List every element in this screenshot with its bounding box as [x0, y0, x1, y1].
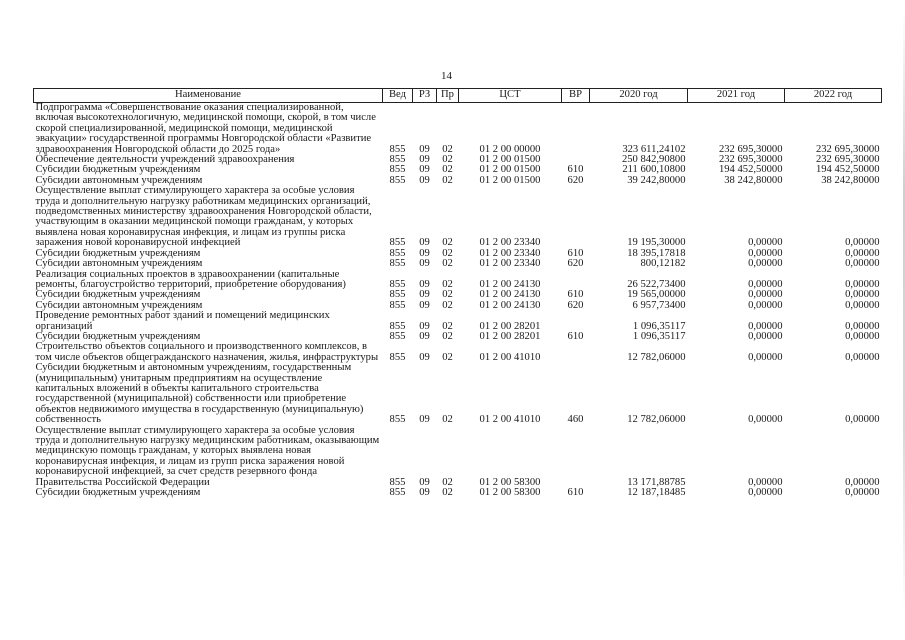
cell-2021: 232 695,30000 [718, 155, 783, 166]
cell-vr [562, 342, 590, 363]
cell-2022: 0,00000 [845, 300, 880, 311]
cell-cst: 01 2 00 23340 [479, 237, 541, 249]
cell-2020: 323 611,24102 [622, 143, 686, 155]
cell-vr [562, 155, 590, 165]
cell-2022: 0,00000 [845, 278, 880, 290]
cell-2020: 13 171,88785 [627, 476, 686, 488]
cell-ved: 855 [389, 300, 406, 311]
cell-rz: 09 [419, 165, 430, 176]
cell-rz: 09 [419, 143, 430, 155]
cell-2021: 0,00000 [748, 259, 783, 270]
header-2020: 2020 год [590, 89, 688, 103]
cell-name: Реализация социальных проектов в здравоохранении (капитальные ремонты, благоустройство территорий, приобретение оборудования) [35, 269, 346, 290]
cell-vr: 610 [567, 290, 584, 301]
cell-name: Осуществление выплат стимулирующего характера за особые условия труда и дополнительную нагрузку медицинским работникам, оказывающим медицинскую помощь гражданам, у которых выявлена новая коронавирусная инфекция, и лицам из групп риска заражения новой коронавирусной инфекцией, за счет средств резервного фонда Правительства Российской Федерации [35, 425, 380, 488]
cell-2022: 232 695,30000 [815, 155, 880, 166]
cell-2020: 1 096,35117 [632, 320, 686, 332]
table-body [34, 103, 882, 499]
cell-cst: 01 2 00 01500 [479, 165, 541, 176]
cell-name: Субсидии бюджетным учреждениям [35, 488, 201, 499]
cell-2021: 194 452,50000 [718, 165, 783, 176]
cell-cst: 01 2 00 23340 [479, 259, 541, 270]
cell-vr [562, 426, 590, 488]
header-row [34, 89, 882, 103]
table-row [34, 332, 882, 342]
cell-ved: 855 [389, 290, 406, 301]
cell-vr [562, 186, 590, 248]
table-row [34, 290, 882, 300]
table-row [34, 165, 882, 175]
cell-cst: 01 2 00 58300 [479, 476, 541, 488]
cell-rz: 09 [419, 331, 430, 342]
cell-pr: 02 [442, 278, 453, 290]
cell-vr: 620 [567, 259, 584, 270]
cell-name: Субсидии бюджетным и автономным учреждениям, государственным (муниципальным) унитарным предприятиям на осуществление капитальных вложений в объекты капитального строительства государственной (муниципальной) собственности или приобретение объектов недвижимого имущества в государственную (муниципальную) собственность [35, 363, 364, 426]
cell-pr: 02 [442, 175, 453, 186]
cell-2021: 0,00000 [748, 331, 783, 342]
cell-vr [562, 311, 590, 332]
cell-2020: 12 187,18485 [627, 488, 686, 499]
cell-pr: 02 [442, 320, 453, 332]
cell-2022: 0,00000 [845, 237, 880, 249]
table-row [34, 103, 882, 156]
cell-ved: 855 [389, 331, 406, 342]
cell-pr: 02 [442, 237, 453, 249]
cell-cst: 01 2 00 41010 [479, 351, 541, 363]
cell-cst: 01 2 00 41010 [479, 414, 541, 426]
cell-ved: 855 [389, 155, 406, 166]
cell-2021: 38 242,80000 [724, 175, 783, 186]
cell-rz: 09 [419, 351, 430, 363]
cell-rz: 09 [419, 300, 430, 311]
cell-name: Подпрограмма «Совершенствование оказания специализированной, включая высокотехнологичную, медицинской помощи, скорой, в том числе скорой специализированной, медицинской помощи, медицинской эвакуации» государственной программы Новгородской области «Развитие здравоохранения Новгородской области до 2025 года» [35, 102, 376, 155]
cell-name: Проведение ремонтных работ зданий и помещений медицинских организаций [35, 311, 330, 332]
cell-pr: 02 [442, 155, 453, 166]
cell-2020: 6 957,73400 [632, 300, 686, 311]
cell-pr: 02 [442, 488, 453, 499]
cell-pr: 02 [442, 143, 453, 155]
header-2022: 2022 год [785, 89, 882, 103]
cell-ved: 855 [389, 278, 406, 290]
cell-2020: 19 195,30000 [627, 237, 686, 249]
cell-2020: 800,12182 [640, 259, 686, 270]
cell-2020: 39 242,80000 [627, 175, 686, 186]
cell-rz: 09 [419, 488, 430, 499]
cell-vr: 460 [567, 414, 584, 426]
cell-vr: 610 [567, 248, 584, 259]
cell-ved: 855 [389, 320, 406, 332]
cell-2020: 12 782,06000 [627, 414, 686, 426]
cell-cst: 01 2 00 00000 [479, 143, 541, 155]
table-row [34, 176, 882, 186]
cell-pr: 02 [442, 248, 453, 259]
cell-name: Субсидии автономным учреждениям [35, 175, 203, 186]
budget-table [33, 88, 882, 498]
cell-rz: 09 [419, 237, 430, 249]
header-vr: ВР [562, 89, 590, 103]
cell-2021: 0,00000 [748, 237, 783, 249]
header-cst: ЦСТ [459, 89, 562, 103]
cell-ved: 855 [389, 414, 406, 426]
cell-rz: 09 [419, 155, 430, 166]
table-row [34, 270, 882, 291]
cell-name: Субсидии бюджетным учреждениям [35, 290, 201, 301]
cell-2020: 19 565,00000 [627, 290, 686, 301]
cell-2022: 38 242,80000 [821, 175, 880, 186]
cell-2021: 0,00000 [748, 320, 783, 332]
cell-2020: 250 842,90800 [621, 155, 686, 166]
table-row [34, 186, 882, 248]
cell-2022: 0,00000 [845, 320, 880, 332]
header-ved: Вед [383, 89, 413, 103]
cell-2020: 211 600,10800 [622, 165, 686, 176]
cell-2021: 0,00000 [748, 290, 783, 301]
cell-2022: 0,00000 [845, 259, 880, 270]
header-rz: РЗ [413, 89, 437, 103]
cell-2022: 0,00000 [845, 414, 880, 426]
table-row [34, 259, 882, 269]
cell-vr [562, 270, 590, 291]
cell-ved: 855 [389, 476, 406, 488]
cell-2022: 0,00000 [845, 248, 880, 259]
cell-pr: 02 [442, 414, 453, 426]
table-row [34, 301, 882, 311]
cell-2022: 194 452,50000 [815, 165, 880, 176]
cell-rz: 09 [419, 414, 430, 426]
cell-2022: 0,00000 [845, 476, 880, 488]
cell-cst: 01 2 00 28201 [479, 331, 541, 342]
cell-2021: 232 695,30000 [718, 143, 783, 155]
cell-name: Осуществление выплат стимулирующего характера за особые условия труда и дополнительную нагрузку работникам медицинских организаций, подведомственных министерству здравоохранения Новгородской области, участвующим в оказании медицинской помощи гражданам, у которых выявлена новая коронавирусная инфекция, и лицам из группы риска заражения новой коронавирусной инфекцией [35, 186, 372, 249]
cell-pr: 02 [442, 331, 453, 342]
cell-vr [562, 103, 590, 156]
cell-cst: 01 2 00 23340 [479, 248, 541, 259]
cell-2020: 18 395,17818 [627, 248, 686, 259]
cell-pr: 02 [442, 300, 453, 311]
cell-cst: 01 2 00 24130 [479, 290, 541, 301]
cell-name: Субсидии автономным учреждениям [35, 259, 203, 270]
cell-2021: 0,00000 [748, 488, 783, 499]
cell-2021: 0,00000 [748, 278, 783, 290]
table-row [34, 426, 882, 488]
cell-cst: 01 2 00 58300 [479, 488, 541, 499]
cell-2020: 26 522,73400 [627, 278, 686, 290]
cell-cst: 01 2 00 01500 [479, 155, 541, 166]
cell-2022: 0,00000 [845, 290, 880, 301]
page-number: 14 [441, 70, 452, 82]
table-row [34, 363, 882, 425]
cell-2021: 0,00000 [748, 248, 783, 259]
cell-2022: 0,00000 [845, 488, 880, 499]
cell-cst: 01 2 00 24130 [479, 278, 541, 290]
cell-2021: 0,00000 [748, 414, 783, 426]
cell-ved: 855 [389, 237, 406, 249]
cell-rz: 09 [419, 290, 430, 301]
cell-pr: 02 [442, 165, 453, 176]
cell-name: Субсидии автономным учреждениям [35, 300, 203, 311]
cell-name: Субсидии бюджетным учреждениям [35, 248, 201, 259]
cell-vr: 620 [567, 175, 584, 186]
cell-rz: 09 [419, 259, 430, 270]
cell-ved: 855 [389, 175, 406, 186]
cell-cst: 01 2 00 01500 [479, 175, 541, 186]
cell-2022: 0,00000 [845, 331, 880, 342]
cell-rz: 09 [419, 476, 430, 488]
table-row [34, 488, 882, 498]
cell-2022: 232 695,30000 [815, 143, 880, 155]
cell-name: Строительство объектов социального и производственного комплексов, в том числе объектов общегражданского назначения, жилья, инфраструктуры [35, 342, 379, 363]
cell-2021: 0,00000 [748, 300, 783, 311]
table-row [34, 311, 882, 332]
table-row [34, 155, 882, 165]
cell-rz: 09 [419, 175, 430, 186]
cell-rz: 09 [419, 320, 430, 332]
cell-ved: 855 [389, 143, 406, 155]
cell-vr: 610 [567, 488, 584, 499]
cell-ved: 855 [389, 165, 406, 176]
table-row [34, 342, 882, 363]
cell-2021: 0,00000 [748, 476, 783, 488]
header-pr: Пр [437, 89, 459, 103]
cell-2021: 0,00000 [748, 351, 783, 363]
cell-ved: 855 [389, 259, 406, 270]
cell-pr: 02 [442, 351, 453, 363]
header-2021: 2021 год [688, 89, 785, 103]
cell-ved: 855 [389, 248, 406, 259]
cell-pr: 02 [442, 290, 453, 301]
cell-rz: 09 [419, 248, 430, 259]
cell-vr: 610 [567, 331, 584, 342]
cell-name: Обеспечение деятельности учреждений здравоохранения [35, 155, 295, 166]
cell-vr: 610 [567, 165, 584, 176]
table-row [34, 249, 882, 259]
cell-name: Субсидии бюджетным учреждениям [35, 331, 201, 342]
cell-2020: 1 096,35117 [632, 331, 686, 342]
cell-vr: 620 [567, 300, 584, 311]
cell-cst: 01 2 00 28201 [479, 320, 541, 332]
cell-rz: 09 [419, 278, 430, 290]
cell-2020: 12 782,06000 [627, 351, 686, 363]
cell-pr: 02 [442, 476, 453, 488]
cell-pr: 02 [442, 259, 453, 270]
cell-name: Субсидии бюджетным учреждениям [35, 165, 201, 176]
header-name: Наименование [34, 89, 383, 103]
cell-cst: 01 2 00 24130 [479, 300, 541, 311]
cell-ved: 855 [389, 351, 406, 363]
cell-2022: 0,00000 [845, 351, 880, 363]
cell-ved: 855 [389, 488, 406, 499]
